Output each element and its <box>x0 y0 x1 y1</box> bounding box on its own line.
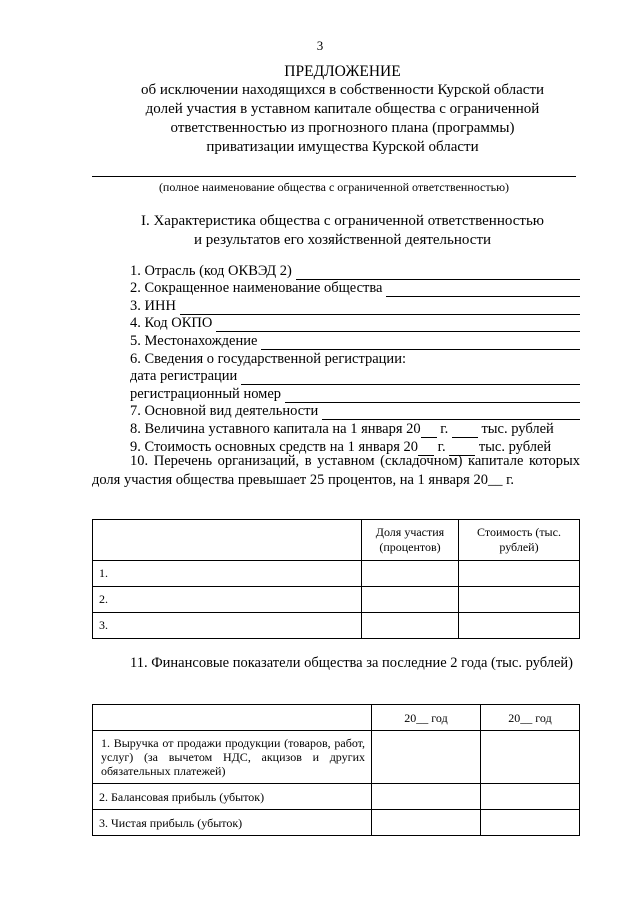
page-number: 3 <box>316 38 324 53</box>
table-cell <box>372 784 481 810</box>
table-header-cell <box>93 520 362 561</box>
document-title: ПРЕДЛОЖЕНИЕ <box>284 63 401 80</box>
table-cell <box>362 613 459 639</box>
field-label: 2. Сокращенное наименование общества <box>130 280 383 297</box>
table-cell <box>362 587 459 613</box>
table-row <box>93 731 580 784</box>
table-row <box>93 784 580 810</box>
table-header-row <box>93 520 580 561</box>
table-row <box>93 561 580 587</box>
field-blank <box>261 336 580 350</box>
financial-table <box>92 704 580 836</box>
company-name-caption: (полное наименование общества с ограниченной ответственностью) <box>158 180 510 194</box>
company-name-blank <box>92 176 576 177</box>
table-row <box>93 587 580 613</box>
subtitle-line: об исключении находящихся в собственности Курской области <box>140 82 545 98</box>
field-label: 8. Величина уставного капитала на 1 января 20 <box>130 420 421 437</box>
subtitle-line: приватизации имущества Курской области <box>206 139 479 155</box>
section-title <box>90 212 595 250</box>
table-cell <box>372 810 481 836</box>
field-registration <box>130 350 580 368</box>
field-main-activity <box>130 403 580 421</box>
field-blank <box>322 406 580 420</box>
section-title-line: и результатов его хозяйственной деятельности <box>193 232 492 248</box>
table-row <box>93 810 580 836</box>
table-cell: 2. Балансовая прибыль (убыток) <box>93 784 372 810</box>
table-cell: 3. <box>93 613 362 639</box>
field-label: 7. Основной вид деятельности <box>130 403 319 420</box>
table-cell <box>459 613 580 639</box>
paragraph-10: 10. Перечень организаций, в уставном (складочном) капитале которых доля участия общества превышает 25 процентов, на 1 января 20__ г. <box>92 453 580 488</box>
table-cell <box>372 731 481 784</box>
table-cell <box>481 810 580 836</box>
table-cell <box>362 561 459 587</box>
subsidiaries-table <box>92 519 580 639</box>
subtitle-line: ответственностью из прогнозного плана (программы) <box>170 120 515 136</box>
field-label: 9. Стоимость основных средств на 1 января 20 <box>130 438 419 455</box>
table-cell: 1. Выручка от продажи продукции (товаров, работ, услуг) (за вычетом НДС, акцизов и других обязательных платежей) <box>93 731 372 784</box>
field-blank <box>386 283 580 297</box>
field-blank <box>216 318 580 332</box>
field-location <box>130 332 580 350</box>
field-label: г. <box>440 420 449 437</box>
field-label: 3. ИНН <box>130 297 176 314</box>
field-label: 6. Сведения о государственной регистрации: <box>130 350 406 367</box>
table-cell: 2. <box>93 587 362 613</box>
table-header-cell: Стоимость (тыс. рублей) <box>459 520 580 561</box>
table-header-cell: Доля участия (процентов) <box>362 520 459 561</box>
field-blank <box>285 389 580 403</box>
table-header-cell: 20__ год <box>372 705 481 731</box>
field-unit: тыс. рублей <box>478 438 552 455</box>
field-label: 4. Код ОКПО <box>130 315 213 332</box>
company-fields <box>130 262 580 456</box>
table-header-row <box>93 705 580 731</box>
field-okved <box>130 262 580 280</box>
document-heading <box>90 62 595 157</box>
field-label: 1. Отрасль (код ОКВЭД 2) <box>130 262 292 279</box>
field-okpo <box>130 315 580 333</box>
section-title-line: I. Характеристика общества с ограниченной ответственностью <box>140 213 544 229</box>
subtitle-line: долей участия в уставном капитале общества с ограниченной <box>145 101 540 117</box>
field-label: 5. Местонахождение <box>130 332 258 349</box>
table-cell: 3. Чистая прибыль (убыток) <box>93 810 372 836</box>
table-cell: 1. <box>93 561 362 587</box>
table-cell <box>459 561 580 587</box>
table-header-cell <box>93 705 372 731</box>
field-short-name <box>130 280 580 298</box>
year-blank <box>421 424 437 438</box>
table-row <box>93 613 580 639</box>
field-registration-number <box>130 385 580 403</box>
field-authorized-capital <box>130 420 580 438</box>
field-label: г. <box>437 438 446 455</box>
value-blank <box>452 424 478 438</box>
field-blank <box>180 301 580 315</box>
field-inn <box>130 297 580 315</box>
paragraph-11: 11. Финансовые показатели общества за последние 2 года (тыс. рублей) <box>130 655 574 671</box>
table-cell <box>481 731 580 784</box>
table-cell <box>481 784 580 810</box>
field-blank <box>241 371 580 385</box>
field-blank <box>296 266 580 280</box>
field-unit: тыс. рублей <box>481 420 554 437</box>
table-cell <box>459 587 580 613</box>
field-label: регистрационный номер <box>130 385 282 402</box>
field-registration-date <box>130 368 580 386</box>
field-label: дата регистрации <box>130 368 238 385</box>
table-header-cell: 20__ год <box>481 705 580 731</box>
